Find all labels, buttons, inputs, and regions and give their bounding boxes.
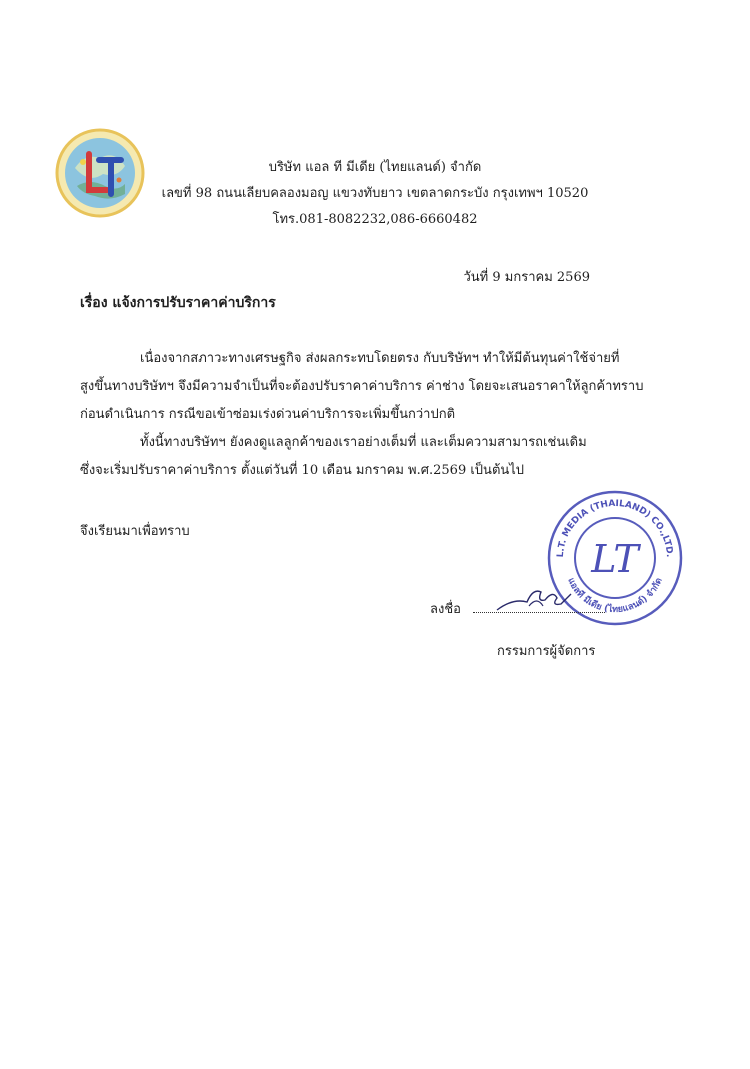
- letter-subject: เรื่อง แจ้งการปรับราคาค่าบริการ: [80, 295, 276, 311]
- stamp-outer-text: L.T. MEDIA (THAILAND) CO.,LTD.: [555, 498, 675, 558]
- signature-label: ลงชื่อ: [430, 602, 461, 617]
- signer-title: กรรมการผู้จัดการ: [497, 644, 596, 659]
- letter-closing: จึงเรียนมาเพื่อทราบ: [80, 524, 190, 539]
- letter-date: วันที่ 9 มกราคม 2569: [463, 270, 590, 285]
- body-line: สูงขึ้นทางบริษัทฯ จึงมีความจำเป็นที่จะต้องปรับราคาค่าบริการ ค่าช่าง โดยจะเสนอราคาให้ลูกค้าทราบ: [80, 379, 644, 394]
- body-line: ก่อนดำเนินการ กรณีขอเข้าซ่อมเร่งด่วนค่าบริการจะเพิ่มขึ้นกว่าปกติ: [80, 407, 456, 422]
- signature-line: [473, 612, 605, 613]
- company-name: บริษัท แอล ที มีเดีย (ไทยแลนด์) จำกัด: [268, 160, 482, 175]
- company-phone: โทร.081-8082232,086-6660482: [272, 212, 478, 227]
- company-address: เลขที่ 98 ถนนเลียบคลองมอญ แขวงทับยาว เขตลาดกระบัง กรุงเทพฯ 10520: [161, 186, 589, 201]
- stamp-center-text: LT: [591, 537, 639, 581]
- svg-text:แอลที มีเดีย (ไทยแลนด์) จำกัด: [565, 576, 664, 614]
- company-logo: [55, 128, 145, 218]
- body-line: ซึ่งจะเริ่มปรับราคาค่าบริการ ตั้งแต่วันที่ 10 เดือน มกราคม พ.ศ.2569 เป็นต้นไป: [80, 463, 525, 478]
- body-line: เนื่องจากสภาวะทางเศรษฐกิจ ส่งผลกระทบโดยตรง กับบริษัทฯ ทำให้มีต้นทุนค่าใช้จ่ายที่: [140, 351, 620, 366]
- body-line: ทั้งนี้ทางบริษัทฯ ยังคงดูแลลูกค้าของเราอย่างเต็มที่ และเต็มความสามารถเช่นเดิม: [140, 435, 587, 450]
- letterhead: [150, 155, 600, 233]
- letter-body: [80, 345, 680, 485]
- handwritten-signature: [493, 576, 573, 616]
- stamp-inner-text: แอลที มีเดีย (ไทยแลนด์) จำกัด: [565, 576, 665, 615]
